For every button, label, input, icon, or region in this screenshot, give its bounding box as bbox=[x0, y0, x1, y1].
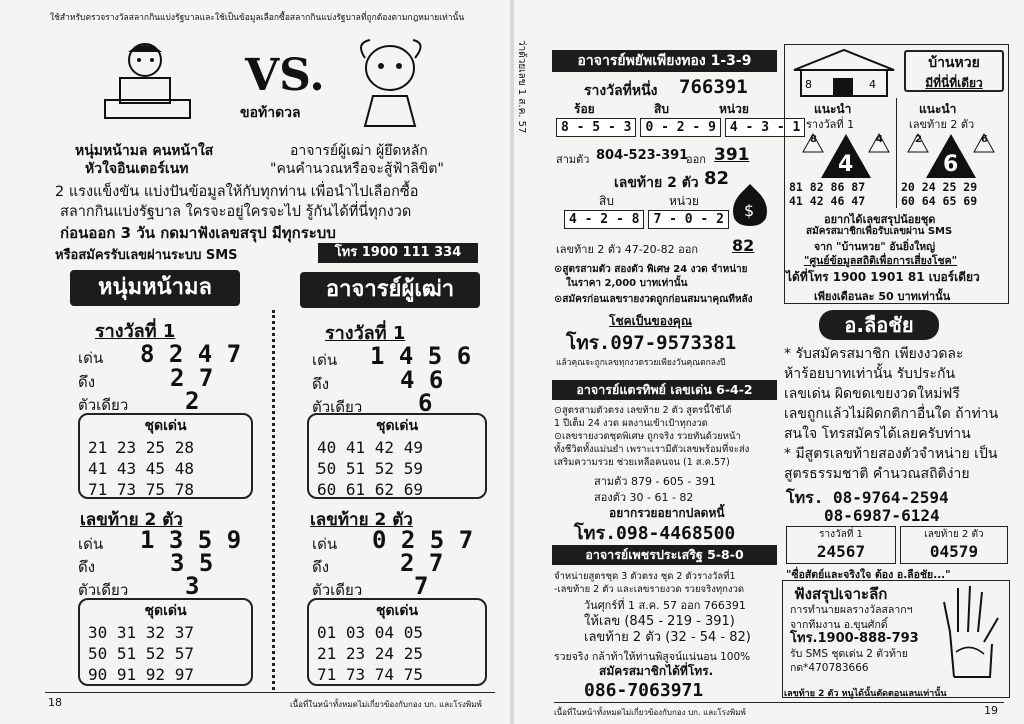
promo-line-1: อยากได้เลขสรุปน้อยชุด bbox=[824, 213, 936, 226]
footer-divider bbox=[45, 692, 495, 693]
section-b-rich: อยากรวยอยากปลดหนี้ bbox=[609, 506, 725, 520]
luechai-line: ห้าร้อยบาทเท่านั้น รับประกัน bbox=[784, 366, 956, 382]
promo-line-6: เพียงเดือนละ 50 บาทเท่านั้น bbox=[814, 290, 951, 303]
promo-line-3: จาก "บ้านหวย" อันยิ่งใหญ่ bbox=[814, 241, 936, 253]
luechai-text bbox=[784, 344, 998, 484]
recommend-b-label: แนะนำ bbox=[919, 102, 957, 116]
section-c-line: -เลขท้าย 2 ตัว และเลขรายงวด รวยจริงทุกงวด bbox=[554, 584, 745, 595]
col-b-set-row: 50 51 52 59 bbox=[317, 459, 423, 478]
luechai-line: * รับสมัครสมาชิก เพียงงวดละ bbox=[784, 346, 964, 362]
col-a-two-set-row: 90 91 92 97 bbox=[88, 665, 194, 684]
phone-a-note: แล้วคุณจะถูกเลขทุกงวดรวยเพียงวันคุณตกลงปี bbox=[556, 358, 726, 368]
challenger-b-subtitle: "คนคำนวณหรือจะสู้ฟ้าลิขิต" bbox=[270, 161, 444, 177]
right-page bbox=[514, 0, 1024, 724]
col-b-two-set-row: 01 03 04 05 bbox=[317, 623, 423, 642]
house-title: บ้านหวย bbox=[928, 55, 980, 71]
prize1-label: รางวัลที่หนึ่ง bbox=[584, 83, 658, 99]
sms-phone-banner: โทร 1900 111 334 bbox=[318, 243, 478, 263]
phone-d1: โทร. 08-9764-2594 bbox=[786, 488, 949, 507]
house-nums-a bbox=[789, 180, 865, 208]
two-breakdown bbox=[564, 210, 729, 229]
page-number: 19 bbox=[984, 704, 998, 717]
luechai-two-box bbox=[900, 526, 1008, 564]
palm-title: ฟังสรุปเจาะลึก bbox=[794, 585, 888, 603]
house-nums-row: 60 64 65 69 bbox=[901, 194, 978, 208]
col-a-two-pull-label: ดึง bbox=[78, 558, 96, 576]
luechai-slogan: "ซื่อสัตย์และจริงใจ ต้อง อ.ลือชัย..." bbox=[786, 569, 951, 581]
section-c-header: อาจารย์เพชรประเสริฐ 5-8-0 bbox=[552, 545, 777, 565]
section-b-text bbox=[554, 404, 749, 469]
col-b-lead: 1 4 5 6 bbox=[370, 342, 472, 370]
prize1-breakdown bbox=[556, 118, 805, 137]
palm-hand-icon bbox=[934, 582, 1006, 680]
col-a-two-title: เลขท้าย 2 ตัว bbox=[80, 510, 183, 530]
section-b-line: เสริมความรวย ช่วยเหลือคนจน (1 ส.ค.57) bbox=[554, 457, 730, 468]
young-man-cartoon-icon bbox=[100, 38, 195, 123]
two-label: เลขท้าย 2 ตัว bbox=[614, 175, 699, 191]
house-nums-row: 20 24 25 29 bbox=[901, 180, 978, 194]
two-col-tens: สิบ bbox=[599, 194, 614, 208]
phone-c: 086-7063971 bbox=[584, 680, 704, 701]
duel-label: ขอท้าดวล bbox=[240, 105, 301, 121]
challenger-a-title: หนุ่มหน้ามล คนหน้าใส bbox=[75, 143, 214, 159]
col-a-two-single-label: ตัวเดียว bbox=[78, 581, 129, 599]
col-b-two-set-row: 71 73 74 75 bbox=[317, 665, 423, 684]
section-c-line: จำหน่ายสูตรชุด 3 ตัวตรง ชุด 2 ตัวรางวัลที่1 bbox=[554, 571, 736, 582]
col-a-prize-title: รางวัลที่ 1 bbox=[95, 321, 176, 342]
house-divider bbox=[896, 98, 897, 208]
intro-line-1: 2 แรงแข็งขัน แบ่งปันข้อมูลให้กับทุกท่าน เพื่อนำไปเลือกซื้อ bbox=[55, 184, 419, 200]
col-a-set-row: 71 73 75 78 bbox=[88, 480, 194, 499]
col-b-pull: 4 6 bbox=[400, 366, 444, 394]
tri-b-left: 2 bbox=[915, 134, 922, 145]
palm-line: กด*470783666 bbox=[790, 662, 869, 674]
col-a-pull: 2 7 bbox=[170, 364, 214, 392]
section-c-line: วันศุกร์ที่ 1 ส.ค. 57 ออก 766391 bbox=[584, 599, 746, 612]
col-b-two-pull-label: ดึง bbox=[312, 558, 330, 576]
section-b-two: สองตัว 30 - 61 - 82 bbox=[594, 491, 694, 504]
formula-note-1: ⊙สูตรสามตัว สองตัว พิเศษ 24 งวด จำหน่าย bbox=[554, 264, 748, 275]
luechai-two-label: เลขท้าย 2 ตัว bbox=[924, 529, 984, 540]
col-b-header: อาจารย์ผู้เฒ่า bbox=[300, 272, 480, 308]
promo-line-2: สมัครสมาชิกเพื่อรับเลขผ่าน SMS bbox=[806, 226, 953, 237]
section-c-line: ให้เลข (845 - 219 - 391) bbox=[584, 614, 735, 629]
recommend-b-sub: เลขท้าย 2 ตัว bbox=[909, 118, 975, 131]
tri-a-center: 4 bbox=[838, 152, 854, 177]
luechai-line: เลขเด่น ผิดขดเขยงวดใหม่ฟรี bbox=[784, 386, 960, 402]
three-out-label: ออก bbox=[686, 153, 706, 166]
two-line: เลขท้าย 2 ตัว 47-20-82 ออก bbox=[556, 243, 699, 256]
palm-line: การทำนายผลรางวัลสลากฯ bbox=[790, 604, 913, 616]
col-a-two-set-row: 50 51 52 57 bbox=[88, 644, 194, 663]
left-page bbox=[0, 0, 510, 724]
two-col-units: หน่วย bbox=[669, 194, 699, 208]
house-nums-row: 41 42 46 47 bbox=[789, 194, 866, 208]
col-label-tens: สิบ bbox=[654, 102, 669, 116]
svg-text:$: $ bbox=[744, 201, 755, 220]
palm-line: รับ SMS ชุดเด่น 2 ตัวท้าย bbox=[790, 647, 908, 660]
page-number: 18 bbox=[48, 696, 62, 709]
col-b-two-single: 7 bbox=[414, 572, 429, 600]
luechai-line: เลขถูกแล้วไม่ผิดกติกาอื่นใด ถ้าท่าน bbox=[784, 406, 999, 422]
col-a-two-set-title: ชุดเด่น bbox=[144, 603, 187, 619]
col-a-set-box bbox=[78, 413, 253, 499]
col-b-two-lead: 0 2 5 7 bbox=[372, 526, 474, 554]
col-b-two-set-row: 21 23 24 25 bbox=[317, 644, 423, 663]
col-b-two-lead-label: เด่น bbox=[312, 535, 338, 553]
svg-text:4: 4 bbox=[869, 78, 876, 91]
two-breakdown-cell: 4 - 2 - 8 bbox=[564, 210, 644, 229]
section-b-header: อาจารย์แตรทิพย์ เลขเด่น 6-4-2 bbox=[552, 380, 777, 400]
intro-line-3: ก่อนออก 3 วัน กดมาฟังเลขสรุป มีทุกระบบ bbox=[60, 224, 336, 242]
palm-footer: เลขท้าย 2 ตัว หนูได้นั้นตัดตอนเลนเท่านั้น bbox=[784, 689, 947, 699]
column-divider bbox=[272, 310, 275, 690]
challenger-b-title: อาจารย์ผู้เฒ่า ผู้ยึดหลัก bbox=[290, 143, 428, 159]
section-c-line: เลขท้าย 2 ตัว (32 - 54 - 82) bbox=[584, 630, 751, 645]
col-a-two-set-row: 30 31 32 37 bbox=[88, 623, 194, 642]
svg-text:8: 8 bbox=[805, 78, 812, 91]
footer-note: เนื้อที่ในหน้าทั้งหมดไม่เกี่ยวข้องกับกอง บก. และโรงพิมพ์ bbox=[554, 708, 746, 717]
phone-a: โทร.097-9573381 bbox=[566, 332, 737, 354]
col-b-single-label: ตัวเดียว bbox=[312, 398, 363, 416]
col-b-set-box bbox=[307, 413, 487, 499]
col-b-set-row: 40 41 42 49 bbox=[317, 438, 423, 457]
palm-line: โทร.1900-888-793 bbox=[790, 631, 919, 646]
breakdown-cell: 8 - 5 - 3 bbox=[556, 118, 636, 137]
house-nums-row: 81 82 86 87 bbox=[789, 180, 866, 194]
challenger-a-subtitle: หัวใจอินเตอร์เนท bbox=[85, 161, 189, 177]
luck-slogan: โชคเป็นของคุณ bbox=[609, 314, 692, 328]
luechai-line: สูตรธรรมชาติ คำนวณสถิติง่าย bbox=[784, 466, 970, 482]
col-b-two-set-box bbox=[307, 598, 487, 686]
old-man-cartoon-icon bbox=[335, 38, 445, 128]
formula-note-2: ในราคา 2,000 บาทเท่านั้น bbox=[566, 278, 688, 289]
two-line-out: 82 bbox=[732, 236, 755, 255]
luechai-line: * มีสูตรเลขท้ายสองตัวจำหน่าย เป็น bbox=[784, 446, 998, 462]
promo-line-4: "ศูนย์ข้อมูลสถิติเพื่อการเสี่ยงโชค" bbox=[804, 255, 958, 267]
luechai-prize-box bbox=[786, 526, 896, 564]
section-b-line: ⊙เลขรายงวดชุดพิเศษ ถูกจริง รวยทันด้วยหน้า bbox=[554, 431, 741, 442]
section-c-text-c bbox=[554, 650, 750, 678]
house-icon bbox=[789, 48, 899, 98]
luechai-prize-label: รางวัลที่ 1 bbox=[819, 529, 863, 540]
section-b-three: สามตัว 879 - 605 - 391 bbox=[594, 475, 716, 488]
breakdown-cell: 0 - 2 - 9 bbox=[640, 118, 720, 137]
palm-text bbox=[790, 603, 919, 676]
section-a-header: อาจารย์พยัพเพียงทอง 1-3-9 bbox=[552, 50, 777, 72]
col-b-pull-label: ดึง bbox=[312, 375, 330, 393]
promo-line-5: ได้ที่โทร 1900 1901 81 เบอร์เดียว bbox=[786, 270, 980, 284]
intro-line-4: หรือสมัครรับเลขผ่านระบบ SMS bbox=[55, 248, 238, 263]
palm-line: จากทีมงาน อ.ขุนศักดิ์ bbox=[790, 618, 888, 631]
top-note: ใช้สำหรับตรวจรางวัลสลากกินแบ่งรัฐบาลและใช้เป็นข้อมูลเลือกซื้อสลากกินแบ่งรัฐบาลที่ถูกต้องตามกฎหมายเท่านั้น bbox=[50, 13, 465, 23]
tri-a-left: 8 bbox=[810, 134, 817, 145]
formula-note-3: ⊙สมัครก่อนเลขรายงวดถูกก่อนสมนาคุณทีหลัง bbox=[554, 294, 753, 305]
col-b-lead-label: เด่น bbox=[312, 351, 338, 369]
col-a-two-lead-label: เด่น bbox=[78, 535, 104, 553]
col-a-pull-label: ดึง bbox=[78, 373, 96, 391]
col-a-header: หนุ่มหน้ามล bbox=[70, 270, 240, 306]
col-b-set-title: ชุดเด่น bbox=[375, 418, 419, 434]
section-c-text-a bbox=[554, 570, 744, 596]
two-out-value: 82 bbox=[704, 168, 730, 189]
col-b-two-title: เลขท้าย 2 ตัว bbox=[310, 510, 413, 530]
tri-a-right: 4 bbox=[876, 134, 883, 145]
tri-b-right: 6 bbox=[981, 134, 988, 145]
luechai-header: อ.ลือชัย bbox=[819, 310, 939, 340]
col-a-single-label: ตัวเดียว bbox=[78, 396, 129, 414]
col-label-hundreds: ร้อย bbox=[574, 102, 595, 116]
house-title-box bbox=[904, 50, 1004, 92]
col-a-lead-label: เด่น bbox=[78, 349, 104, 367]
phone-d2: 08-6987-6124 bbox=[824, 506, 940, 525]
house-nums-b bbox=[901, 180, 977, 208]
section-c-line: รวยจริง กล้าท้าให้ท่านพิสูจน์แน่นอน 100% bbox=[554, 651, 751, 663]
col-b-two-single-label: ตัวเดียว bbox=[312, 581, 363, 599]
recommend-a-label: แนะนำ bbox=[814, 102, 852, 116]
col-a-set-title: ชุดเด่น bbox=[144, 418, 187, 434]
intro-line-2: สลากกินแบ่งรัฐบาล ใครจะอยู่ใครจะไป รู้กันได้ที่นี่ทุกงวด bbox=[60, 204, 412, 220]
vs-label: VS. bbox=[245, 50, 325, 101]
side-date: ว่าด้วยเลข 1 ส.ค. 57 bbox=[516, 40, 527, 134]
luechai-two: 04579 bbox=[929, 542, 979, 561]
section-b-line: ⊙สูตรสามตัวตรง เลขท้าย 2 ตัว สูตรนี้ใช้ได้ bbox=[554, 405, 732, 416]
luechai-line: สนใจ โทรสมัครได้เลยครับท่าน bbox=[784, 426, 971, 442]
col-a-single: 2 bbox=[185, 387, 200, 415]
section-b-line: ทั้งชีวิตทั้งแม่นยำ เพราะเรามีตัวเลขพร้อมที่จะส่ง bbox=[554, 444, 750, 455]
section-c-text-b bbox=[584, 598, 751, 646]
col-a-two-lead: 1 3 5 9 bbox=[140, 526, 242, 554]
phone-b: โทร.098-4468500 bbox=[574, 523, 736, 544]
col-b-prize-title: รางวัลที่ 1 bbox=[325, 323, 406, 344]
col-b-set-row: 60 61 62 69 bbox=[317, 480, 423, 499]
col-a-set-row: 41 43 45 48 bbox=[88, 459, 194, 478]
prize1-number: 766391 bbox=[679, 76, 748, 98]
breakdown-cell: 4 - 3 - 1 bbox=[725, 118, 805, 137]
tri-b-center: 6 bbox=[943, 152, 959, 177]
footer-divider bbox=[554, 702, 1004, 703]
col-a-lead: 8 2 4 7 bbox=[140, 340, 242, 368]
col-a-two-pull: 3 5 bbox=[170, 549, 214, 577]
footer-note: เนื้อที่ในหน้าทั้งหมดไม่เกี่ยวข้องกับกอง บก. และโรงพิมพ์ bbox=[290, 700, 482, 709]
luechai-prize: 24567 bbox=[816, 542, 866, 561]
section-b-line: 1 ปีเต็ม 24 งวด ผลงานเข้าเป้าทุกงวด bbox=[554, 418, 708, 429]
col-b-two-set-title: ชุดเด่น bbox=[375, 603, 419, 619]
three-out-value: 391 bbox=[714, 145, 750, 165]
section-c-line: สมัครสมาชิกได้ที่โทร. bbox=[599, 664, 714, 678]
house-subtitle: มีที่นี่ที่เดียว bbox=[925, 76, 983, 90]
col-b-two-pull: 2 7 bbox=[400, 549, 444, 577]
col-a-two-set-box bbox=[78, 598, 253, 686]
col-a-set-row: 21 23 25 28 bbox=[88, 438, 194, 457]
money-bag-icon bbox=[726, 178, 774, 228]
col-b-single: 6 bbox=[418, 389, 433, 417]
three-digits: 804-523-391 bbox=[596, 148, 689, 163]
three-label: สามตัว bbox=[556, 153, 590, 166]
two-breakdown-cell: 7 - 0 - 2 bbox=[648, 210, 728, 229]
col-label-units: หน่วย bbox=[719, 102, 749, 116]
col-a-two-single: 3 bbox=[185, 572, 200, 600]
recommend-a-sub: รางวัลที่ 1 bbox=[806, 118, 855, 131]
